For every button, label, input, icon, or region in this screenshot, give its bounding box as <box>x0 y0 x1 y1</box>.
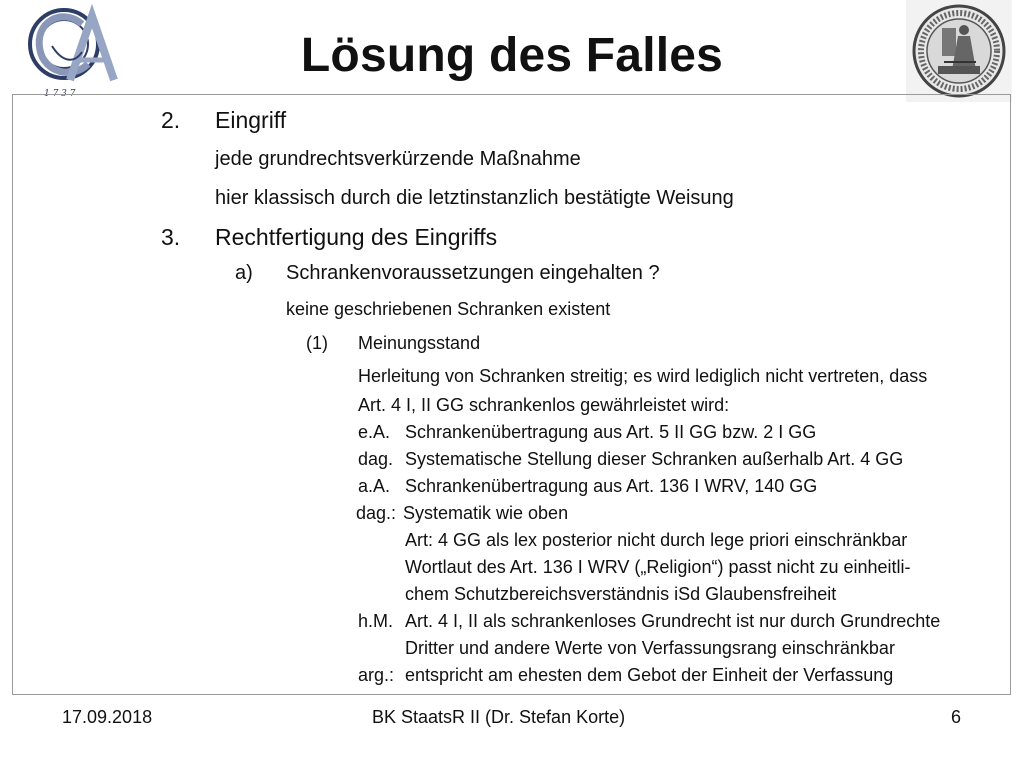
sub-a-marker: a) <box>235 262 253 284</box>
item-3-heading: Rechtfertigung des Eingriffs <box>215 224 498 250</box>
sub-1-text-2: Art. 4 I, II GG schrankenlos gewährleistet wird: <box>358 395 730 415</box>
item-2-line-2: hier klassisch durch die letztinstanzlich bestätigte Weisung <box>215 187 734 209</box>
sub-1-text-1: Herleitung von Schranken streitig; es wird lediglich nicht vertreten, dass <box>358 366 928 386</box>
sub-a-text: keine geschriebenen Schranken existent <box>286 299 611 319</box>
argument-key: e.A. <box>358 422 391 442</box>
footer-course: BK StaatsR II (Dr. Stefan Korte) <box>372 707 626 727</box>
argument-text: Systematische Stellung dieser Schranken außerhalb Art. 4 GG <box>405 449 904 469</box>
item-2-heading: Eingriff <box>215 107 287 133</box>
argument-text: entspricht am ehesten dem Gebot der Einheit der Verfassung <box>405 665 894 685</box>
sub-a-heading: Schrankenvoraussetzungen eingehalten ? <box>286 262 660 284</box>
argument-text: Wortlaut des Art. 136 I WRV („Religion“) passt nicht zu einheitli- <box>405 557 911 577</box>
argument-text: chem Schutzbereichsverständnis iSd Glaubensfreiheit <box>405 584 837 604</box>
argument-text: Dritter und andere Werte von Verfassungsrang einschränkbar <box>405 638 895 658</box>
argument-text: Schrankenübertragung aus Art. 5 II GG bzw. 2 I GG <box>405 422 817 442</box>
sub-1-marker: (1) <box>306 333 328 353</box>
item-3-number: 3. <box>161 224 181 250</box>
item-2-number: 2. <box>161 107 181 133</box>
argument-text: Art. 4 I, II als schrankenloses Grundrecht ist nur durch Grundrechte <box>405 611 941 631</box>
argument-key: h.M. <box>358 611 394 631</box>
argument-text: Systematik wie oben <box>403 503 569 523</box>
footer-date: 17.09.2018 <box>62 707 153 727</box>
argument-key: a.A. <box>358 476 391 496</box>
argument-text: Schrankenübertragung aus Art. 136 I WRV, 140 GG <box>405 476 818 496</box>
argument-key: dag. <box>358 449 394 469</box>
logo-year: 1 7 3 7 <box>44 89 76 99</box>
footer-page-number: 6 <box>951 707 962 727</box>
argument-key: arg.: <box>358 665 395 685</box>
slide-title: Lösung des Falles <box>300 29 724 82</box>
sub-1-heading: Meinungsstand <box>358 333 481 353</box>
argument-text: Art: 4 GG als lex posterior nicht durch lege priori einschränkbar <box>405 530 908 550</box>
item-2-line-1: jede grundrechtsverkürzende Maßnahme <box>215 148 581 170</box>
argument-key: dag.: <box>356 503 397 523</box>
